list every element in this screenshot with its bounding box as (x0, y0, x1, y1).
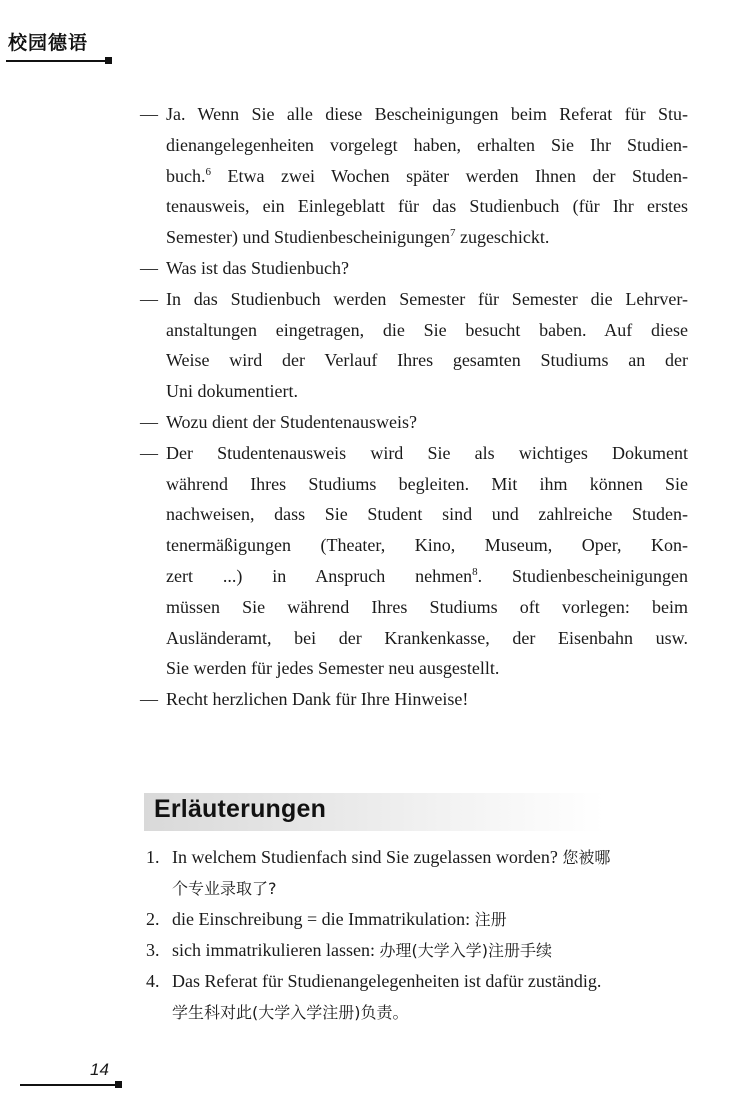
dialogue-dash: — (140, 442, 158, 463)
footnote-marker: 7 (449, 227, 456, 240)
notes-list (146, 842, 696, 1028)
text-segment: Semester) und Studienbescheinigungen (166, 227, 450, 248)
note-number: 1. (146, 847, 160, 867)
text-segment: zugeschickt. (455, 227, 550, 248)
chinese-gloss: 办理(大学入学)注册手续 (379, 941, 552, 960)
text-line: Wozu dient der Studentenausweis? (166, 411, 417, 432)
text-line: dienangelegenheiten vorgelegt haben, erhalten Sie Ihr Studien- (166, 134, 688, 155)
footnote-marker: 6 (205, 165, 211, 178)
text-line (166, 561, 688, 592)
page-footer (20, 1060, 130, 1090)
dialogue-dash: — (140, 689, 158, 710)
note-line (172, 997, 696, 1028)
note-item (146, 966, 696, 1028)
german-text: In welchem Studienfach sind Sie zugelassen worden? (172, 847, 563, 867)
text-line: Was ist das Studienbuch? (166, 257, 350, 278)
german-text: sich immatrikulieren lassen: (172, 940, 380, 960)
note-line (172, 904, 696, 935)
text-line: In das Studienbuch werden Semester für Semester die Lehrver- (166, 288, 688, 309)
note-number: 4. (146, 971, 160, 991)
note-line (172, 842, 696, 873)
note-item (146, 842, 696, 904)
dialogue-dash: — (140, 257, 158, 278)
text-line (166, 161, 688, 192)
chinese-gloss: 学生科对此(大学入学注册)负责。 (172, 1003, 409, 1022)
note-item (146, 935, 696, 966)
text-line: nachweisen, dass Sie Student sind und zahlreiche Studen- (166, 504, 688, 525)
chinese-gloss: 您被哪 (562, 848, 611, 867)
text-line: tenermäßigungen (Theater, Kino, Museum, Oper, Kon- (166, 535, 688, 556)
header-title: 校园德语 (8, 32, 89, 54)
dialogue-turn (140, 253, 688, 284)
header-square-marker (105, 57, 112, 64)
running-header (6, 28, 88, 55)
text-line: Der Studentenausweis wird Sie als wichtiges Dokument (166, 442, 688, 463)
text-line: Ja. Wenn Sie alle diese Bescheinigungen beim Referat für Stu- (166, 104, 688, 124)
dialogue-dash: — (140, 411, 158, 432)
text-line: anstaltungen eingetragen, die Sie besucht baben. Auf diese (166, 319, 688, 340)
dialogue-turn (140, 407, 688, 438)
note-number: 2. (146, 909, 160, 929)
text-segment: zert ...) in Anspruch nehmen (166, 565, 473, 586)
text-line: müssen Sie während Ihres Studiums oft vorlegen: beim (166, 596, 688, 617)
text-line: Ausländeramt, bei der Krankenkasse, der Eisenbahn usw. (166, 627, 688, 648)
footer-rule (20, 1084, 116, 1086)
german-text: Das Referat für Studienangelegenheiten ist dafür zuständig. (172, 971, 602, 991)
chinese-gloss: 注册 (474, 910, 507, 929)
note-item (146, 904, 696, 935)
page-number: 14 (90, 1060, 109, 1079)
german-text: die Einschreibung = die Immatrikulation: (172, 909, 475, 929)
dialogue-dash: — (140, 288, 158, 309)
text-segment: . Studienbescheinigungen (477, 565, 688, 586)
text-line (166, 222, 688, 253)
note-line (172, 873, 696, 904)
text-line: während Ihres Studiums begleiten. Mit ihm können Sie (166, 473, 688, 494)
dialogue-text (140, 99, 688, 715)
footer-square-marker (115, 1081, 122, 1088)
header-rule (6, 60, 106, 62)
dialogue-dash: — (140, 104, 158, 124)
text-line: Recht herzlichen Dank für Ihre Hinweise! (166, 689, 469, 710)
dialogue-turn (140, 99, 688, 253)
text-line: Weise wird der Verlauf Ihres gesamten Studiums an der (166, 350, 688, 371)
note-line (172, 966, 696, 997)
footnote-marker: 8 (472, 565, 478, 578)
dialogue-turn (140, 684, 688, 715)
dialogue-turn (140, 284, 688, 407)
dialogue-turn (140, 438, 688, 684)
text-line: Sie werden für jedes Semester neu ausgestellt. (166, 658, 500, 679)
text-line: Uni dokumentiert. (166, 381, 298, 402)
note-number: 3. (146, 940, 160, 960)
text-segment: Etwa zwei Wochen später werden Ihnen der Studen- (211, 165, 688, 186)
chinese-gloss: 个专业录取了? (172, 879, 277, 898)
text-line: tenausweis, ein Einlegeblatt für das Studienbuch (für Ihr erstes (166, 196, 688, 217)
section-heading: Erläuterungen (154, 795, 327, 823)
note-line (172, 935, 696, 966)
text-segment: buch. (166, 165, 206, 186)
